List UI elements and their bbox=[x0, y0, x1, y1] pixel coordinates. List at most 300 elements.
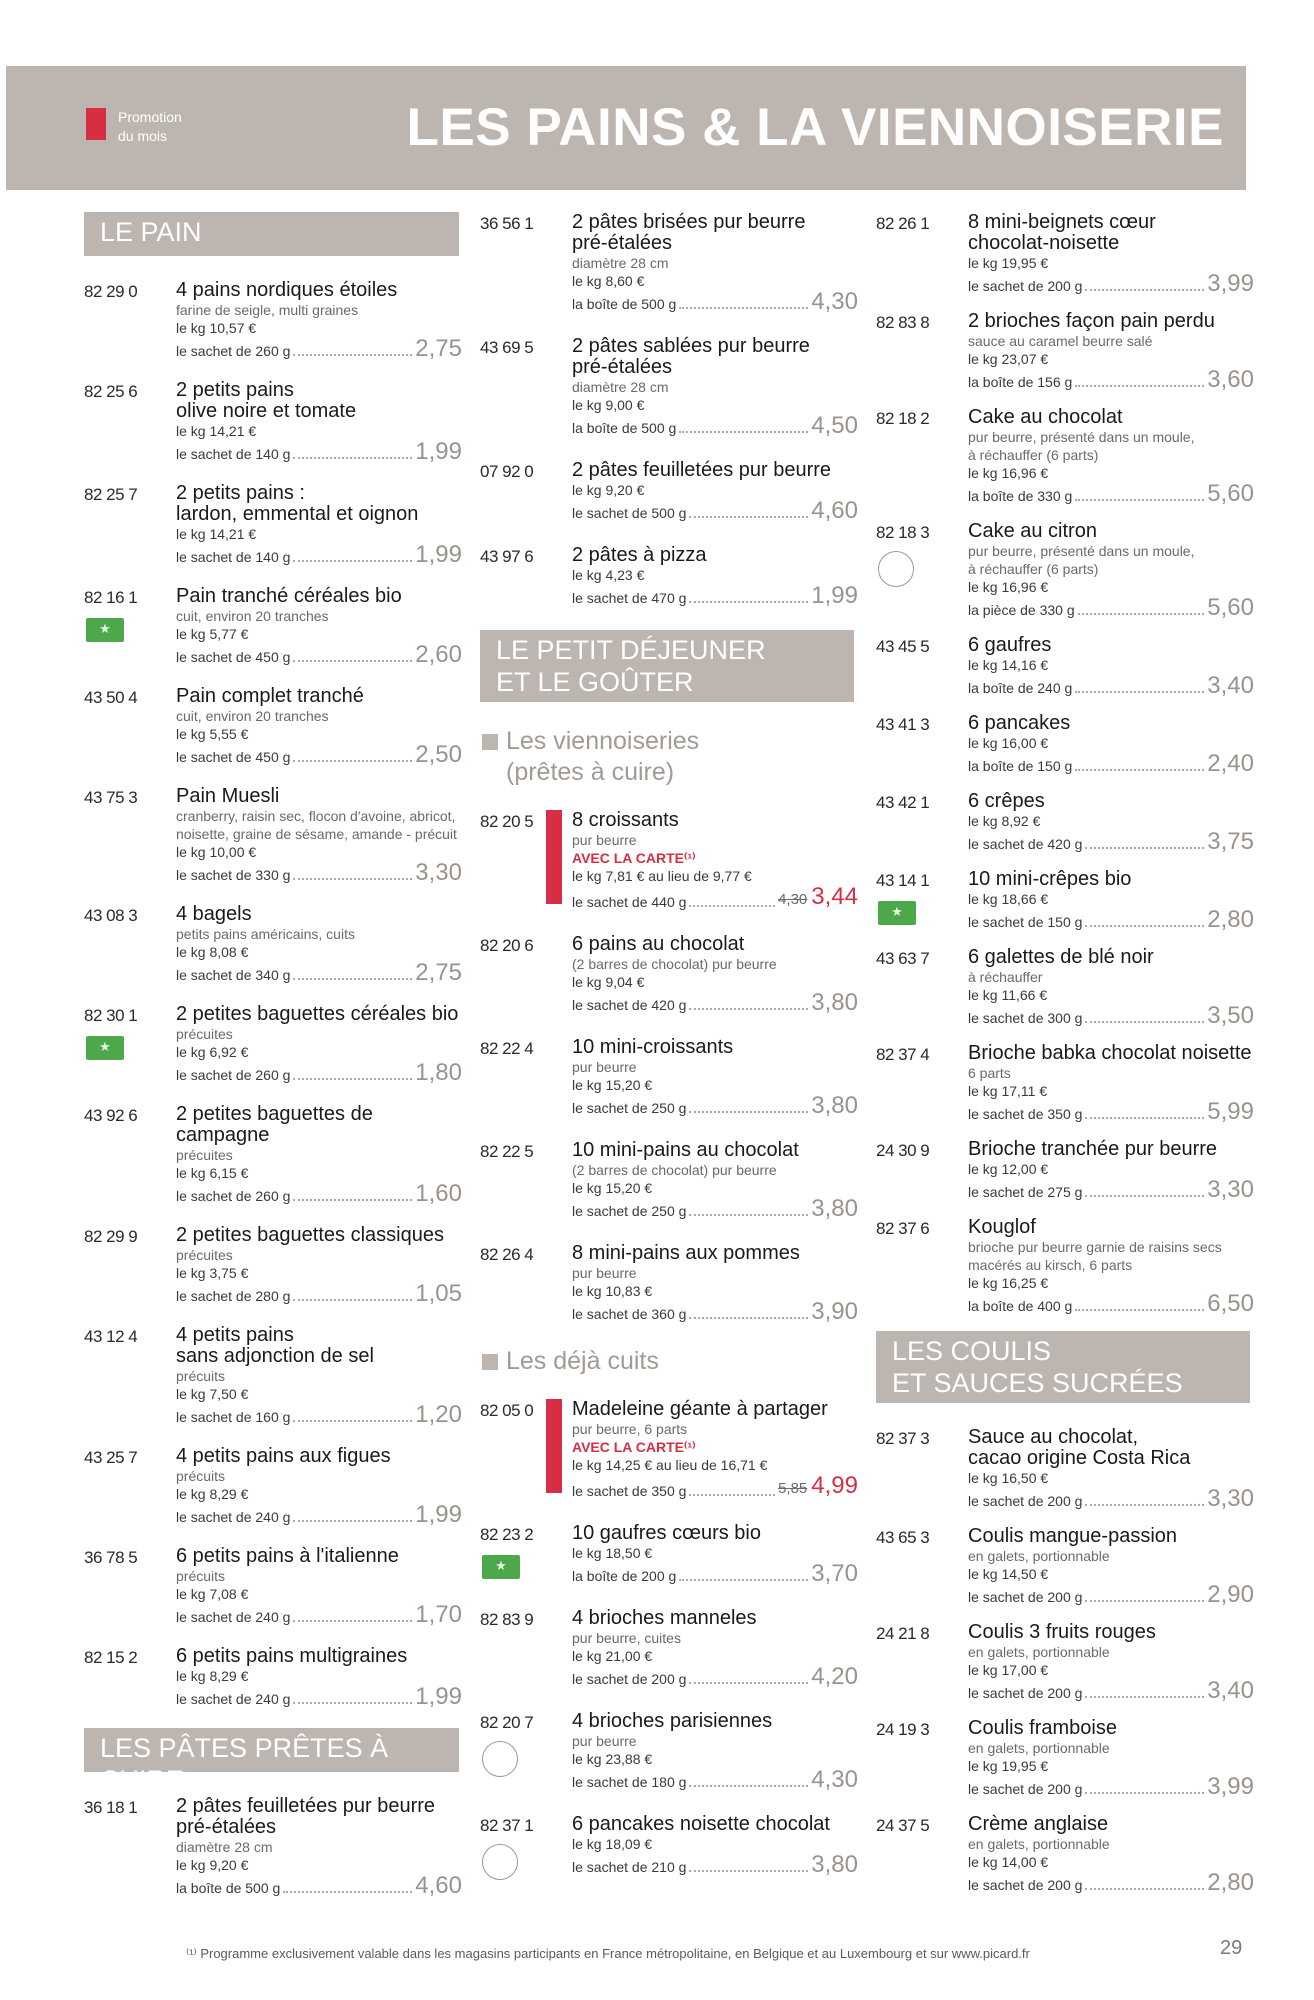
price-line bbox=[968, 272, 1254, 296]
product-item bbox=[876, 1043, 1256, 1124]
product-item bbox=[84, 380, 464, 464]
product-code: 82 20 5 bbox=[480, 812, 534, 831]
package-size: le sachet de 200 g bbox=[968, 1877, 1083, 1893]
price-line bbox=[176, 1603, 462, 1627]
price-per-kg: le kg 18,50 € bbox=[572, 1545, 653, 1561]
product-details bbox=[572, 810, 858, 912]
price-per-kg: le kg 8,92 € bbox=[968, 813, 1041, 829]
price-wrapper bbox=[1207, 830, 1254, 854]
price-line bbox=[572, 1562, 858, 1586]
price: 2,90 bbox=[1207, 1581, 1254, 1608]
product-name: Brioche tranchée pur beurre bbox=[968, 1138, 1218, 1160]
price-wrapper bbox=[1207, 1871, 1254, 1895]
product-details bbox=[572, 1814, 858, 1877]
product-details bbox=[572, 1037, 858, 1118]
dotted-leader bbox=[689, 905, 775, 907]
product-description: (2 barres de chocolat) pur beurre bbox=[572, 956, 777, 972]
product-details bbox=[176, 1104, 462, 1206]
price-wrapper bbox=[1207, 1775, 1254, 1799]
price-line bbox=[572, 1197, 858, 1221]
organic-label-icon bbox=[878, 901, 916, 925]
product-name: Pain Muesli bbox=[176, 785, 280, 807]
price-wrapper bbox=[415, 543, 462, 567]
price: 4,20 bbox=[811, 1663, 858, 1690]
product-code: 43 41 3 bbox=[876, 715, 930, 734]
price-line bbox=[968, 1178, 1254, 1202]
product-name: Pain tranché céréales bio bbox=[176, 585, 402, 607]
product-name: 6 pancakes noisette chocolat bbox=[572, 1813, 830, 1835]
product-description: diamètre 28 cm bbox=[176, 1839, 273, 1855]
price-line bbox=[176, 743, 462, 767]
dotted-leader bbox=[293, 1078, 412, 1080]
price: 2,60 bbox=[415, 641, 462, 668]
dotted-leader bbox=[689, 1785, 808, 1787]
price-line bbox=[968, 1487, 1254, 1511]
price-per-kg: le kg 21,00 € bbox=[572, 1648, 653, 1664]
package-size: la boîte de 330 g bbox=[968, 488, 1073, 504]
product-name: 6 pains au chocolat bbox=[572, 933, 745, 955]
price-line bbox=[968, 830, 1254, 854]
product-description: petits pains américains, cuits bbox=[176, 926, 355, 942]
product-name: 8 mini-pains aux pommes bbox=[572, 1242, 800, 1264]
product-details bbox=[968, 869, 1254, 932]
product-details bbox=[176, 786, 462, 885]
product-name: 2 pâtes brisées pur beurre pré-étalées bbox=[572, 211, 806, 254]
price-wrapper bbox=[811, 499, 858, 523]
product-code: 82 83 9 bbox=[480, 1610, 534, 1629]
product-description: farine de seigle, multi graines bbox=[176, 302, 359, 318]
price-wrapper bbox=[415, 743, 462, 767]
product-details bbox=[176, 1225, 462, 1306]
product-name: 8 croissants bbox=[572, 809, 679, 831]
price-line bbox=[968, 368, 1254, 392]
dotted-leader bbox=[293, 1520, 412, 1522]
package-size: le sachet de 200 g bbox=[968, 1493, 1083, 1509]
product-description: précuits bbox=[176, 1468, 226, 1484]
old-price: 4,30 bbox=[778, 891, 808, 908]
price: 3,30 bbox=[1207, 1485, 1254, 1512]
product-details bbox=[176, 1796, 462, 1898]
price-per-kg: le kg 7,81 € au lieu de 9,77 € bbox=[572, 868, 752, 884]
product-name: 2 pâtes sablées pur beurre pré-étalées bbox=[572, 335, 810, 378]
price-per-kg: le kg 18,09 € bbox=[572, 1836, 653, 1852]
product-description: diamètre 28 cm bbox=[572, 255, 669, 271]
product-item bbox=[480, 1037, 860, 1118]
product-details bbox=[572, 545, 858, 608]
product-item bbox=[876, 1814, 1256, 1895]
product-code: 43 69 5 bbox=[480, 338, 534, 357]
package-size: la pièce de 330 g bbox=[968, 602, 1075, 618]
price-per-kg: le kg 9,20 € bbox=[572, 482, 645, 498]
price-wrapper bbox=[1207, 1487, 1254, 1511]
product-description: (2 barres de chocolat) pur beurre bbox=[572, 1162, 777, 1178]
product-name: Crème anglaise bbox=[968, 1813, 1109, 1835]
price: 3,30 bbox=[1207, 1176, 1254, 1203]
price-wrapper bbox=[1207, 908, 1254, 932]
dotted-leader bbox=[689, 1870, 808, 1872]
price-line bbox=[176, 1403, 462, 1427]
price-per-kg: le kg 4,23 € bbox=[572, 567, 645, 583]
package-size: le sachet de 440 g bbox=[572, 894, 687, 910]
price-wrapper bbox=[415, 961, 462, 985]
package-size: le sachet de 260 g bbox=[176, 343, 291, 359]
column-1 bbox=[84, 212, 464, 1917]
price-per-kg: le kg 14,16 € bbox=[968, 657, 1049, 673]
dotted-leader bbox=[293, 560, 412, 562]
dotted-leader bbox=[1085, 1195, 1204, 1197]
product-name: 6 crêpes bbox=[968, 790, 1045, 812]
product-code: 82 18 2 bbox=[876, 409, 930, 428]
price-line bbox=[968, 1292, 1254, 1316]
promotion-marker bbox=[546, 1399, 562, 1493]
price-per-kg: le kg 10,00 € bbox=[176, 844, 257, 860]
product-name: 10 mini-pains au chocolat bbox=[572, 1139, 799, 1161]
organic-label-icon bbox=[86, 618, 124, 642]
price: 3,50 bbox=[1207, 1002, 1254, 1029]
price-line bbox=[968, 674, 1254, 698]
price-per-kg: le kg 6,15 € bbox=[176, 1165, 249, 1181]
product-name: 2 petites baguettes céréales bio bbox=[176, 1003, 459, 1025]
price-wrapper bbox=[415, 1685, 462, 1709]
price-wrapper bbox=[1207, 272, 1254, 296]
dotted-leader bbox=[1085, 1792, 1204, 1794]
product-name: 10 mini-crêpes bio bbox=[968, 868, 1132, 890]
product-item bbox=[876, 311, 1256, 392]
price-per-kg: le kg 15,20 € bbox=[572, 1077, 653, 1093]
product-code: 82 22 4 bbox=[480, 1039, 534, 1058]
dotted-leader bbox=[689, 516, 808, 518]
product-code: 82 29 9 bbox=[84, 1227, 138, 1246]
product-code: 36 78 5 bbox=[84, 1548, 138, 1567]
product-description: pur beurre, 6 parts bbox=[572, 1421, 688, 1437]
package-size: le sachet de 350 g bbox=[572, 1483, 687, 1499]
price: 4,99 bbox=[811, 1472, 858, 1499]
product-item bbox=[84, 1646, 464, 1709]
product-code: 43 65 3 bbox=[876, 1528, 930, 1547]
product-code: 82 26 1 bbox=[876, 214, 930, 233]
price-wrapper bbox=[778, 885, 858, 912]
subcategory-label: Les viennoiseries (prêtes à cuire) bbox=[506, 727, 700, 786]
dotted-leader bbox=[293, 878, 412, 880]
price-wrapper bbox=[811, 1300, 858, 1324]
product-item bbox=[876, 407, 1256, 506]
price: 3,99 bbox=[1207, 1773, 1254, 1800]
price-per-kg: le kg 17,11 € bbox=[968, 1083, 1048, 1099]
package-size: le sachet de 300 g bbox=[968, 1010, 1083, 1026]
product-name: 6 galettes de blé noir bbox=[968, 946, 1154, 968]
price: 5,60 bbox=[1207, 594, 1254, 621]
product-item bbox=[480, 336, 860, 438]
loyalty-card-label: AVEC LA CARTE⁽¹⁾ bbox=[572, 1439, 696, 1455]
dotted-leader bbox=[1075, 1309, 1204, 1311]
product-code: 82 20 6 bbox=[480, 936, 534, 955]
price-line bbox=[176, 861, 462, 885]
product-details bbox=[968, 1526, 1254, 1607]
price-per-kg: le kg 6,92 € bbox=[176, 1044, 249, 1060]
product-code: 36 18 1 bbox=[84, 1798, 138, 1817]
price: 5,99 bbox=[1207, 1098, 1254, 1125]
price-per-kg: le kg 9,00 € bbox=[572, 397, 645, 413]
product-code: 82 37 1 bbox=[480, 1816, 534, 1835]
price-wrapper bbox=[415, 1503, 462, 1527]
product-item bbox=[876, 521, 1256, 620]
price-per-kg: le kg 7,50 € bbox=[176, 1386, 249, 1402]
price: 3,44 bbox=[811, 883, 858, 910]
dotted-leader bbox=[679, 307, 808, 309]
price-wrapper bbox=[1207, 1004, 1254, 1028]
price-wrapper bbox=[1207, 674, 1254, 698]
product-code: 82 26 4 bbox=[480, 1245, 534, 1264]
package-size: la boîte de 200 g bbox=[572, 1568, 677, 1584]
product-details bbox=[572, 1140, 858, 1221]
price-line bbox=[176, 1685, 462, 1709]
price-line bbox=[176, 1182, 462, 1206]
footnote: ⁽¹⁾ Programme exclusivement valable dans les magasins participants en France métropolitaine, en Belgique et au Luxembourg et sur www.picard.fr bbox=[186, 1946, 1030, 1961]
product-details bbox=[968, 521, 1254, 620]
price-line bbox=[968, 752, 1254, 776]
product-details bbox=[176, 1325, 462, 1427]
price: 3,30 bbox=[415, 859, 462, 886]
price-per-kg: le kg 19,95 € bbox=[968, 1758, 1049, 1774]
price-wrapper bbox=[811, 1665, 858, 1689]
price-per-kg: le kg 18,66 € bbox=[968, 891, 1049, 907]
price-line bbox=[968, 1583, 1254, 1607]
product-item bbox=[84, 586, 464, 667]
price-line bbox=[176, 1503, 462, 1527]
product-name: Cake au citron bbox=[968, 520, 1097, 542]
product-description: en galets, portionnable bbox=[968, 1548, 1110, 1564]
price-wrapper bbox=[415, 643, 462, 667]
product-name: 2 brioches façon pain perdu bbox=[968, 310, 1215, 332]
dotted-leader bbox=[689, 1008, 808, 1010]
package-size: le sachet de 240 g bbox=[176, 1609, 291, 1625]
price-per-kg: le kg 15,20 € bbox=[572, 1180, 653, 1196]
product-item bbox=[84, 1325, 464, 1427]
product-item bbox=[480, 1814, 860, 1877]
price-per-kg: le kg 19,95 € bbox=[968, 255, 1049, 271]
product-code: 36 56 1 bbox=[480, 214, 534, 233]
price-line bbox=[968, 596, 1254, 620]
product-description: pur beurre bbox=[572, 1733, 637, 1749]
product-code: 82 16 1 bbox=[84, 588, 138, 607]
product-code: 43 14 1 bbox=[876, 871, 930, 890]
price: 1,80 bbox=[415, 1059, 462, 1086]
price-line bbox=[968, 1775, 1254, 1799]
promotion-marker bbox=[546, 810, 562, 904]
organic-label-icon bbox=[86, 1036, 124, 1060]
product-name: 4 petits pains aux figues bbox=[176, 1445, 391, 1467]
price-line bbox=[176, 1061, 462, 1085]
price: 3,75 bbox=[1207, 828, 1254, 855]
product-item bbox=[876, 1622, 1256, 1703]
price: 1,99 bbox=[811, 582, 858, 609]
product-description: cranberry, raisin sec, flocon d'avoine, abricot, noisette, graine de sésame, amande - précuit bbox=[176, 808, 457, 842]
dotted-leader bbox=[689, 1214, 808, 1216]
price: 2,40 bbox=[1207, 750, 1254, 777]
price-per-kg: le kg 17,00 € bbox=[968, 1662, 1049, 1678]
package-size: le sachet de 140 g bbox=[176, 446, 291, 462]
price: 3,60 bbox=[1207, 366, 1254, 393]
package-size: le sachet de 500 g bbox=[572, 505, 687, 521]
product-item bbox=[84, 483, 464, 567]
package-size: la boîte de 150 g bbox=[968, 758, 1073, 774]
dotted-leader bbox=[1075, 385, 1204, 387]
product-item bbox=[84, 1225, 464, 1306]
price: 2,80 bbox=[1207, 906, 1254, 933]
product-description: diamètre 28 cm bbox=[572, 379, 669, 395]
subcategory-heading bbox=[482, 1346, 860, 1377]
product-code: 43 12 4 bbox=[84, 1327, 138, 1346]
product-details bbox=[968, 1217, 1254, 1316]
package-size: le sachet de 180 g bbox=[572, 1774, 687, 1790]
package-size: le sachet de 250 g bbox=[572, 1203, 687, 1219]
price-per-kg: le kg 5,77 € bbox=[176, 626, 249, 642]
product-item bbox=[876, 869, 1256, 932]
price: 4,30 bbox=[811, 288, 858, 315]
product-item bbox=[876, 713, 1256, 776]
product-details bbox=[176, 1546, 462, 1627]
price: 3,40 bbox=[1207, 672, 1254, 699]
product-code: 82 37 3 bbox=[876, 1429, 930, 1448]
product-description: brioche pur beurre garnie de raisins secs macérés au kirsch, 6 parts bbox=[968, 1239, 1222, 1273]
product-code: 82 29 0 bbox=[84, 282, 138, 301]
price: 1,05 bbox=[415, 1280, 462, 1307]
product-code: 43 45 5 bbox=[876, 637, 930, 656]
product-name: 2 petites baguettes de campagne bbox=[176, 1103, 373, 1146]
subcategory-heading bbox=[482, 726, 860, 788]
price-line bbox=[176, 1282, 462, 1306]
price-wrapper bbox=[778, 1474, 858, 1501]
product-details bbox=[176, 686, 462, 767]
product-item bbox=[876, 1718, 1256, 1799]
price-line bbox=[572, 499, 858, 523]
product-item bbox=[480, 1140, 860, 1221]
free-range-egg-icon bbox=[878, 551, 914, 587]
price: 1,70 bbox=[415, 1601, 462, 1628]
price: 3,80 bbox=[811, 1092, 858, 1119]
price: 1,99 bbox=[415, 1683, 462, 1710]
dotted-leader bbox=[1085, 925, 1204, 927]
dotted-leader bbox=[293, 660, 412, 662]
price-wrapper bbox=[415, 1282, 462, 1306]
product-details bbox=[572, 1243, 858, 1324]
product-description: cuit, environ 20 tranches bbox=[176, 708, 329, 724]
product-item bbox=[480, 460, 860, 523]
product-name: Brioche babka chocolat noisette bbox=[968, 1042, 1252, 1064]
price: 1,99 bbox=[415, 541, 462, 568]
product-code: 82 20 7 bbox=[480, 1713, 534, 1732]
price-line bbox=[176, 543, 462, 567]
product-name: 2 petits pains : lardon, emmental et oignon bbox=[176, 482, 419, 525]
page-number: 29 bbox=[1220, 1937, 1243, 1959]
price-line bbox=[968, 482, 1254, 506]
package-size: le sachet de 340 g bbox=[176, 967, 291, 983]
price-wrapper bbox=[811, 290, 858, 314]
product-description: pur beurre bbox=[572, 1265, 637, 1281]
product-description: 6 parts bbox=[968, 1065, 1011, 1081]
product-item bbox=[876, 1526, 1256, 1607]
product-details bbox=[176, 586, 462, 667]
price: 3,40 bbox=[1207, 1677, 1254, 1704]
product-name: 2 pâtes à pizza bbox=[572, 544, 707, 566]
product-item bbox=[84, 786, 464, 885]
package-size: le sachet de 260 g bbox=[176, 1067, 291, 1083]
product-name: 6 pancakes bbox=[968, 712, 1071, 734]
package-size: la boîte de 400 g bbox=[968, 1298, 1073, 1314]
product-details bbox=[968, 311, 1254, 392]
price: 1,99 bbox=[415, 1501, 462, 1528]
column-2 bbox=[480, 212, 860, 1899]
price-per-kg: le kg 23,88 € bbox=[572, 1751, 653, 1767]
product-item bbox=[84, 280, 464, 361]
product-description: cuit, environ 20 tranches bbox=[176, 608, 329, 624]
price: 3,99 bbox=[1207, 270, 1254, 297]
price-line bbox=[572, 584, 858, 608]
price-per-kg: le kg 23,07 € bbox=[968, 351, 1049, 367]
product-item bbox=[480, 1608, 860, 1689]
price-wrapper bbox=[811, 1768, 858, 1792]
product-details bbox=[968, 1427, 1254, 1511]
price-wrapper bbox=[1207, 1583, 1254, 1607]
price-wrapper bbox=[811, 1197, 858, 1221]
free-range-egg-icon bbox=[482, 1741, 518, 1777]
dotted-leader bbox=[293, 354, 412, 356]
dotted-leader bbox=[689, 1682, 808, 1684]
price-per-kg: le kg 8,29 € bbox=[176, 1668, 249, 1684]
price-per-kg: le kg 7,08 € bbox=[176, 1586, 249, 1602]
price: 4,30 bbox=[811, 1766, 858, 1793]
price-line bbox=[968, 908, 1254, 932]
product-name: 2 pâtes feuilletées pur beurre pré-étalées bbox=[176, 1795, 436, 1838]
price-wrapper bbox=[1207, 752, 1254, 776]
category-heading: LE PETIT DÉJEUNER ET LE GOÛTER bbox=[480, 630, 854, 702]
price-line bbox=[572, 290, 858, 314]
package-size: le sachet de 350 g bbox=[968, 1106, 1083, 1122]
price-per-kg: le kg 8,29 € bbox=[176, 1486, 249, 1502]
price-line bbox=[176, 337, 462, 361]
free-range-egg-icon bbox=[482, 1844, 518, 1880]
package-size: la boîte de 500 g bbox=[572, 420, 677, 436]
product-code: 82 37 6 bbox=[876, 1219, 930, 1238]
price-per-kg: le kg 14,50 € bbox=[968, 1566, 1049, 1582]
package-size: le sachet de 260 g bbox=[176, 1188, 291, 1204]
price-per-kg: le kg 10,83 € bbox=[572, 1283, 653, 1299]
product-code: 82 15 2 bbox=[84, 1648, 138, 1667]
price: 1,99 bbox=[415, 438, 462, 465]
package-size: le sachet de 330 g bbox=[176, 867, 291, 883]
dotted-leader bbox=[1075, 691, 1204, 693]
product-details bbox=[968, 1043, 1254, 1124]
product-item bbox=[84, 1446, 464, 1527]
product-code: 82 25 6 bbox=[84, 382, 138, 401]
price-per-kg: le kg 11,66 € bbox=[968, 987, 1048, 1003]
product-details bbox=[176, 280, 462, 361]
price-line bbox=[968, 1100, 1254, 1124]
price: 3,70 bbox=[811, 1560, 858, 1587]
product-item bbox=[876, 1217, 1256, 1316]
package-size: la boîte de 240 g bbox=[968, 680, 1073, 696]
subcategory-marker bbox=[482, 1354, 498, 1370]
category-heading: LE PAIN bbox=[84, 212, 459, 256]
price-line bbox=[572, 991, 858, 1015]
package-size: le sachet de 160 g bbox=[176, 1409, 291, 1425]
price-per-kg: le kg 14,21 € bbox=[176, 526, 257, 542]
product-details bbox=[572, 1523, 858, 1586]
product-details bbox=[968, 1622, 1254, 1703]
dotted-leader bbox=[1085, 1600, 1204, 1602]
dotted-leader bbox=[1085, 1117, 1204, 1119]
package-size: le sachet de 280 g bbox=[176, 1288, 291, 1304]
